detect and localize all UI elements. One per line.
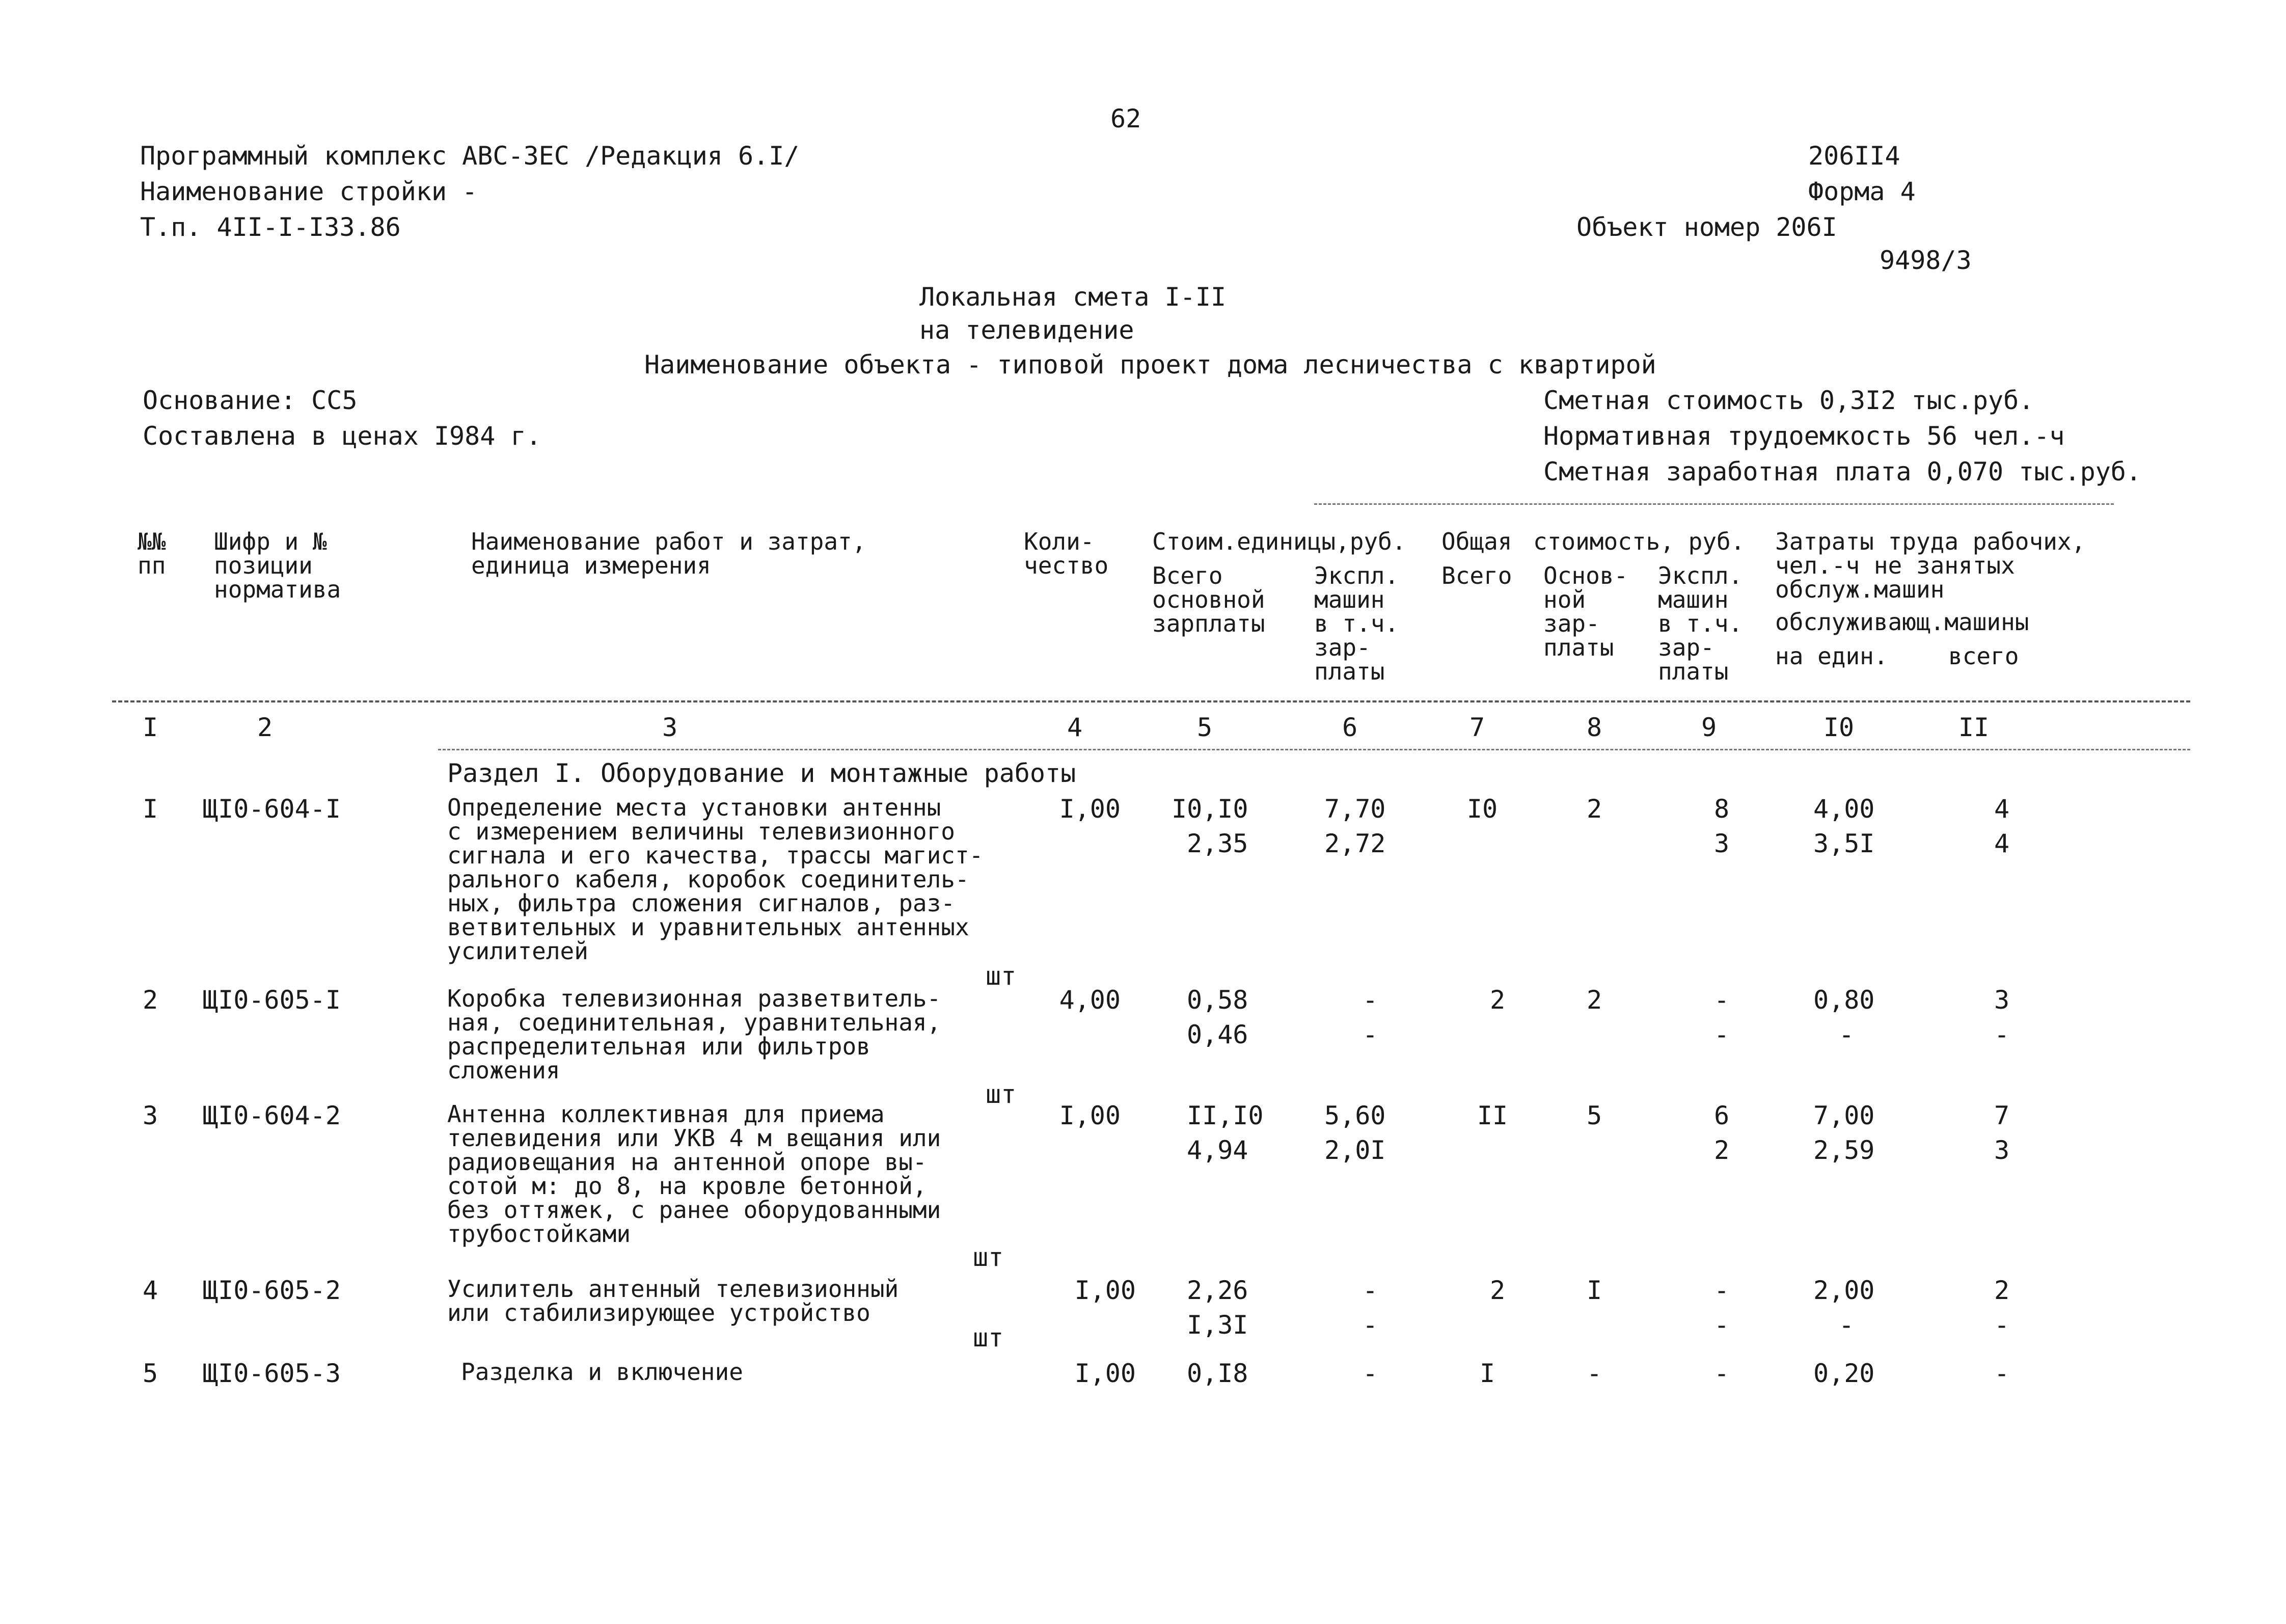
machine-salary: 2,0I (1324, 1135, 1386, 1165)
labor-total-machine: - (1994, 1020, 2010, 1049)
labor-total: 4 (1994, 794, 2010, 824)
colnum: I0 (1823, 713, 1855, 742)
object-name: Наименование объекта - типовой проект дома лесничества с квартирой (644, 350, 1656, 380)
col-header-code: Шифр и № позиции норматива (214, 528, 341, 603)
work-description: Определение места установки антенны с измерением величины телевизионного сигнала и его качества, трассы магист- рального кабеля, коробок соединитель- ных, фильтра сложения сигналов, раз- ветвительных и уравнительных антенных усилителей (447, 794, 984, 965)
program-line: Программный комплекс АВС-ЗЕС /Редакция 6.I/ (140, 141, 800, 171)
norm-code: ЩI0-605-2 (203, 1276, 341, 1305)
machine-cost: - (1362, 1359, 1378, 1388)
base-salary: I (1586, 1276, 1602, 1305)
col-header-unit-cost-group: Стоим.единицы,руб. (1152, 528, 1406, 555)
total-cost: 2 (1489, 1276, 1506, 1305)
col-header-total-cost-a: Общая (1441, 528, 1512, 555)
col-header-total-cost-b: стоимость, руб. (1533, 528, 1745, 555)
colnum: 9 (1701, 713, 1717, 742)
unit-cost-total: I0,I0 (1172, 794, 1248, 824)
unit: шт (973, 1242, 1004, 1272)
norm-code: ЩI0-605-I (203, 985, 341, 1015)
col-header-number: №№ пп (138, 528, 166, 579)
norm-code: ЩI0-604-I (203, 794, 341, 824)
col-header-machine-cost: Экспл. машин в т.ч. зар- платы (1314, 562, 1399, 685)
machine-total: - (1713, 1276, 1730, 1305)
quantity: 4,00 (1059, 985, 1121, 1015)
col-header-labor-total: всего (1948, 642, 2019, 670)
machine-total: 8 (1713, 794, 1730, 824)
machine-salary: 2,72 (1324, 829, 1386, 858)
row-number: 5 (143, 1359, 158, 1388)
machine-salary: - (1362, 1310, 1378, 1340)
labor-per-unit: 7,00 (1813, 1101, 1875, 1130)
machine-cost: 5,60 (1324, 1101, 1386, 1130)
col-header-base-salary: Основ- ной зар- платы (1543, 562, 1628, 661)
labor-per-unit-machine: - (1838, 1310, 1855, 1340)
colnum: 6 (1342, 713, 1358, 742)
unit-cost-total: 0,I8 (1187, 1359, 1248, 1388)
colnum: II (1958, 713, 1990, 742)
machine-cost: 7,70 (1324, 794, 1386, 824)
machine-total-salary: 2 (1713, 1135, 1730, 1165)
colnum: 7 (1469, 713, 1485, 742)
stamp-number: 9498/3 (1880, 246, 1972, 275)
colnum: 5 (1196, 713, 1213, 742)
col-header-labor-group: Затраты труда рабочих, чел.-ч не занятых обслуж.машин (1775, 528, 2086, 603)
labor-per-unit-machine: 3,5I (1813, 829, 1875, 858)
col-header-name: Наименование работ и затрат, единица измерения (471, 528, 866, 579)
estimate-title: Локальная смета I-II (919, 282, 1227, 312)
norm-code: ЩI0-605-3 (203, 1359, 341, 1388)
machine-total: - (1713, 985, 1730, 1015)
machine-salary: - (1362, 1020, 1378, 1049)
machine-cost: - (1362, 985, 1378, 1015)
work-description: Усилитель антенный телевизионный или стабилизирующее устройство (447, 1275, 899, 1327)
colnum: 2 (257, 713, 273, 742)
unit-cost-salary: 2,35 (1187, 829, 1248, 858)
work-description: Коробка телевизионная разветвитель- ная, соединительная, уравнительная, распределительная или фильтров сложения (447, 985, 941, 1084)
page-number: 62 (1110, 104, 1141, 133)
machine-total: 6 (1713, 1101, 1730, 1130)
quantity: I,00 (1059, 1101, 1121, 1130)
unit-cost-salary: 4,94 (1187, 1135, 1248, 1165)
col-header-total-salary: Всего основной зарплаты (1152, 562, 1265, 637)
total-cost: I (1479, 1359, 1495, 1388)
work-description: Разделка и включение (461, 1358, 743, 1386)
work-description: Антенна коллективная для приема телевидения или УКВ 4 м вещания или радиовещания на антенной опоре вы- сотой м: до 8, на кровле бетонной, без оттяжек, с ранее оборудованными трубостойками (447, 1100, 941, 1248)
unit: шт (986, 1079, 1017, 1109)
labor-intensity: Нормативная трудоемкость 56 чел.-ч (1543, 421, 2065, 451)
base-salary: 2 (1586, 794, 1602, 824)
norm-code: ЩI0-604-2 (203, 1101, 341, 1130)
labor-per-unit: 2,00 (1813, 1276, 1875, 1305)
basis: Основание: СС5 (143, 386, 358, 415)
quantity: I,00 (1074, 1359, 1136, 1388)
col-header-machine-salary: Экспл. машин в т.ч. зар- платы (1658, 562, 1743, 685)
unit-cost-total: 0,58 (1187, 985, 1248, 1015)
quantity: I,00 (1059, 794, 1121, 824)
machine-total-salary: - (1713, 1310, 1730, 1340)
machine-total: - (1713, 1359, 1730, 1388)
total-cost: 2 (1489, 985, 1506, 1015)
quantity: I,00 (1074, 1276, 1136, 1305)
labor-total: 2 (1994, 1276, 2010, 1305)
colnum: 4 (1067, 713, 1083, 742)
unit-cost-salary: I,3I (1187, 1310, 1248, 1340)
colnum-bottom-rule (438, 749, 2190, 750)
labor-total: - (1994, 1359, 2010, 1388)
estimate-subtitle: на телевидение (919, 315, 1134, 345)
machine-cost: - (1362, 1276, 1378, 1305)
section-title: Раздел I. Оборудование и монтажные работы (447, 759, 1076, 788)
total-cost: I0 (1466, 794, 1498, 824)
estimated-cost: Сметная стоимость 0,3I2 тыс.руб. (1543, 386, 2034, 415)
document-code: 206II4 (1808, 141, 1900, 171)
object-number: Объект номер 206I (1576, 212, 1837, 242)
labor-total: 3 (1994, 985, 2010, 1015)
col-header-total: Всего (1441, 562, 1512, 589)
colnum: I (142, 713, 158, 742)
colnum: 3 (662, 713, 678, 742)
labor-per-unit: 4,00 (1813, 794, 1875, 824)
labor-total-machine: - (1994, 1310, 2010, 1340)
base-salary: 2 (1586, 985, 1602, 1015)
price-level: Составлена в ценах I984 г. (143, 421, 541, 451)
unit: шт (986, 961, 1017, 991)
base-salary: 5 (1586, 1101, 1602, 1130)
row-number: 4 (143, 1276, 158, 1305)
labor-per-unit: 0,20 (1813, 1359, 1875, 1388)
labor-per-unit: 0,80 (1813, 985, 1875, 1015)
unit: шт (973, 1323, 1004, 1352)
base-salary: - (1586, 1359, 1602, 1388)
labor-total: 7 (1994, 1101, 2010, 1130)
colnum: 8 (1586, 713, 1602, 742)
unit-cost-total: II,I0 (1187, 1101, 1264, 1130)
col-header-labor-sub: обслуживающ.машины (1775, 608, 2029, 636)
header-top-rule (1314, 503, 2114, 505)
col-header-quantity: Коли- чество (1024, 528, 1109, 579)
labor-per-unit-machine: - (1838, 1020, 1855, 1049)
labor-total-machine: 3 (1994, 1135, 2010, 1165)
row-number: I (143, 794, 158, 824)
labor-total-machine: 4 (1994, 829, 2010, 858)
labor-per-unit-machine: 2,59 (1813, 1135, 1875, 1165)
total-cost: II (1477, 1101, 1508, 1130)
row-number: 3 (143, 1101, 158, 1130)
construction-name-line: Наименование стройки - (140, 177, 478, 206)
project-line: Т.п. 4II-I-I33.86 (140, 212, 401, 242)
estimated-salary: Сметная заработная плата 0,070 тыс.руб. (1543, 457, 2141, 486)
row-number: 2 (143, 985, 158, 1015)
unit-cost-total: 2,26 (1187, 1276, 1248, 1305)
col-header-per-unit: на един. (1775, 642, 1888, 670)
unit-cost-salary: 0,46 (1187, 1020, 1248, 1049)
header-bottom-rule (112, 700, 2190, 702)
machine-total-salary: - (1713, 1020, 1730, 1049)
form-label: Форма 4 (1808, 177, 1916, 206)
machine-total-salary: 3 (1713, 829, 1730, 858)
